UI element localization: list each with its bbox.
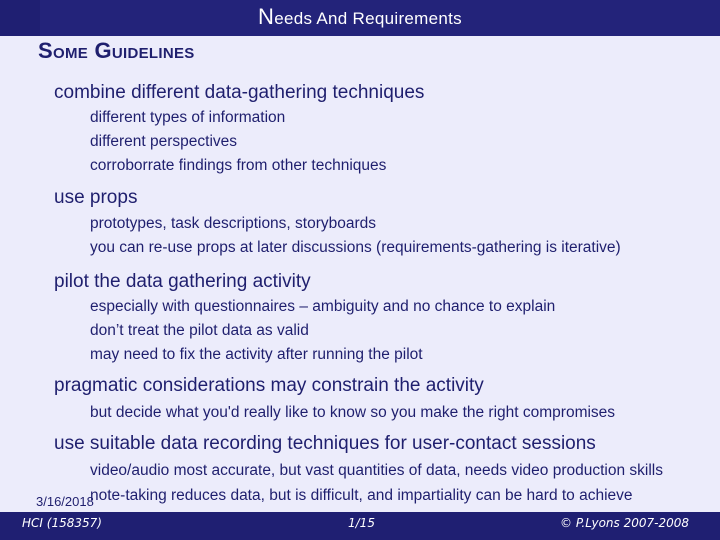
heading-text: Some Guidelines [38, 38, 195, 63]
footer-copyright: © P.Lyons 2007-2008 [560, 516, 689, 530]
bullet-level2: especially with questionnaires – ambiguity and no chance to explain [90, 298, 556, 315]
bullet-level2: different perspectives [90, 133, 238, 150]
bullet-level2: different types of information [90, 109, 286, 126]
bullet-level2: note-taking reduces data, but is difficult, and impartiality can be hard to achieve [90, 487, 633, 504]
bullet-level2: but decide what you'd really like to know so you make the right compromises [90, 404, 616, 421]
slide-title: Needs And Requirements [258, 4, 462, 29]
bullet-level2: prototypes, task descriptions, storyboards [90, 215, 377, 232]
bullet-level1: use suitable data recording techniques for user-contact sessions [54, 433, 596, 454]
footer-page-number: 1/15 [348, 516, 375, 530]
bullet-level2: video/audio most accurate, but vast quantities of data, needs video production skills [90, 462, 663, 479]
slide-date: 3/16/2018 [36, 494, 94, 509]
bullet-level1: combine different data-gathering techniques [54, 82, 425, 103]
bullet-level2: you can re-use props at later discussions (requirements-gathering is iterative) [90, 239, 621, 256]
bullet-level2: don’t treat the pilot data as valid [90, 322, 309, 339]
bullet-level2: may need to fix the activity after running the pilot [90, 346, 423, 363]
footer-course: HCI (158357) [22, 516, 102, 530]
bullet-level1: pragmatic considerations may constrain the activity [54, 375, 484, 396]
bullet-level1: pilot the data gathering activity [54, 271, 311, 292]
bullet-level1: use props [54, 187, 138, 208]
bullet-level2: corroborrate findings from other techniques [90, 157, 387, 174]
